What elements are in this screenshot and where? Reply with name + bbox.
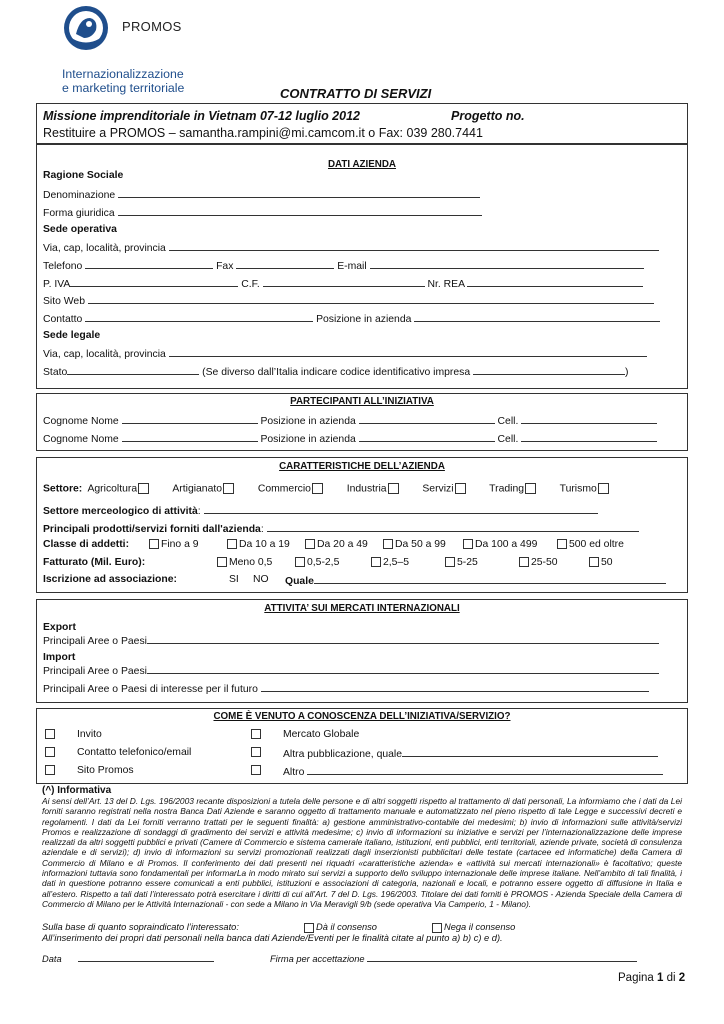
piva-field[interactable] xyxy=(70,277,238,287)
nega-consenso-checkbox[interactable] xyxy=(432,923,442,933)
sede-legale-label: Sede legale xyxy=(43,330,101,341)
export-aree-field[interactable] xyxy=(147,634,659,644)
di-label: di xyxy=(666,972,676,984)
page-number: 1 xyxy=(657,972,664,984)
settore-commercio: Commercio xyxy=(257,483,311,495)
sito-promos-checkbox[interactable] xyxy=(45,765,55,775)
data-field[interactable] xyxy=(78,952,214,962)
via-legale-field[interactable] xyxy=(169,347,647,357)
quale-label: Quale xyxy=(285,576,314,587)
prodotti-label: Principali prodotti/servizi forniti dall'azienda xyxy=(43,524,261,535)
settore-artigianato: Artigianato xyxy=(172,483,223,495)
fatturato-option-5: 25-50 xyxy=(531,557,558,568)
merceologico-label: Settore merceologico di attività xyxy=(43,506,198,517)
import-aree-field[interactable] xyxy=(147,664,659,674)
merceologico-field[interactable] xyxy=(204,504,598,514)
import-aree-label: Principali Aree o Paesi xyxy=(43,666,147,677)
addetti-label: Classe di addetti: xyxy=(43,539,130,550)
merceologico-colon: : xyxy=(197,506,201,517)
telefono-label: Telefono xyxy=(43,261,83,272)
dati-azienda-box xyxy=(36,143,688,389)
promos-logo-icon xyxy=(62,4,110,52)
addetti-checkbox-4[interactable] xyxy=(383,539,393,549)
document-title: CONTRATTO DI SERVIZI xyxy=(280,86,432,101)
fatturato-option-1: Meno 0,5 xyxy=(229,557,273,568)
addetti-option-5: Da 100 a 499 xyxy=(475,539,538,550)
cognome-label-1: Cognome Nome xyxy=(43,416,119,427)
forma-giuridica-label: Forma giuridica xyxy=(43,208,115,219)
addetti-checkbox-3[interactable] xyxy=(305,539,315,549)
fatturato-checkbox-5[interactable] xyxy=(519,557,529,567)
sito-web-field[interactable] xyxy=(88,294,654,304)
fatturato-checkbox-2[interactable] xyxy=(295,557,305,567)
prodotti-field[interactable] xyxy=(267,522,639,532)
trading-checkbox[interactable] xyxy=(525,483,536,494)
settore-label: Settore: xyxy=(43,483,83,495)
addetti-option-6: 500 ed oltre xyxy=(569,539,624,550)
addetti-option-1: Fino a 9 xyxy=(161,539,199,550)
cell-label-1: Cell. xyxy=(497,416,519,427)
iscrizione-label: Iscrizione ad associazione: xyxy=(43,574,177,585)
fatturato-checkbox-6[interactable] xyxy=(589,557,599,567)
iscrizione-no[interactable]: NO xyxy=(253,574,269,585)
contatto-checkbox[interactable] xyxy=(45,747,55,757)
pagina-label: Pagina xyxy=(618,972,654,984)
cell-field-1[interactable] xyxy=(521,414,657,424)
posizione-field-1[interactable] xyxy=(359,414,495,424)
fatturato-label: Fatturato (Mil. Euro): xyxy=(43,557,146,568)
aree-interesse-label: Principali Aree o Paesi di interesse per il futuro xyxy=(43,684,258,695)
cognome-label-2: Cognome Nome xyxy=(43,434,119,445)
sede-operativa-label: Sede operativa xyxy=(43,224,117,235)
industria-checkbox[interactable] xyxy=(388,483,399,494)
mercato-globale-checkbox[interactable] xyxy=(251,729,261,739)
altro-checkbox[interactable] xyxy=(251,765,261,775)
posizione-field[interactable] xyxy=(414,312,660,322)
conoscenza-box xyxy=(36,708,688,784)
invito-checkbox[interactable] xyxy=(45,729,55,739)
invito-label: Invito xyxy=(77,729,102,740)
addetti-option-3: Da 20 a 49 xyxy=(317,539,368,550)
altra-pubblicazione-field[interactable] xyxy=(402,747,658,757)
posizione-label-1: Posizione in azienda xyxy=(260,416,356,427)
stato-label: Stato xyxy=(43,367,68,378)
addetti-option-2: Da 10 a 19 xyxy=(239,539,290,550)
via-field[interactable] xyxy=(169,241,659,251)
turismo-checkbox[interactable] xyxy=(598,483,609,494)
forma-giuridica-field[interactable] xyxy=(118,206,482,216)
telefono-field[interactable] xyxy=(85,259,213,269)
stato-close: ) xyxy=(625,367,629,378)
cognome-field-2[interactable] xyxy=(122,432,258,442)
nrea-field[interactable] xyxy=(467,277,643,287)
stato-field[interactable] xyxy=(67,365,199,375)
addetti-checkbox-2[interactable] xyxy=(227,539,237,549)
settore-servizi: Servizi xyxy=(422,483,454,495)
cell-label-2: Cell. xyxy=(497,434,519,445)
fatturato-checkbox-4[interactable] xyxy=(445,557,455,567)
fax-field[interactable] xyxy=(236,259,334,269)
caratteristiche-title: CARATTERISTICHE DELL’AZIENDA xyxy=(279,461,445,472)
export-label: Export xyxy=(43,622,76,633)
inserimento-text: All’inserimento dei propri dati personali nella banca dati Aziende/Eventi per le finalità citate al punto a) b) c) e d). xyxy=(42,933,503,943)
cognome-field-1[interactable] xyxy=(122,414,258,424)
addetti-checkbox-6[interactable] xyxy=(557,539,567,549)
caratteristiche-box xyxy=(36,457,688,593)
addetti-checkbox-1[interactable] xyxy=(149,539,159,549)
mission-box xyxy=(36,103,688,145)
altra-pubblicazione-checkbox[interactable] xyxy=(251,747,261,757)
iscrizione-si[interactable]: SI xyxy=(229,574,239,585)
consenso-intro: Sulla base di quanto sopraindicato l’interessato: xyxy=(42,922,239,932)
attivita-title: ATTIVITA’ SUI MERCATI INTERNAZIONALI xyxy=(264,603,460,614)
informativa-text: Ai sensi dell’Art. 13 del D. Lgs. 196/2003 recante disposizioni a tutela delle persone e di altri soggetti rispetto al trattamento di dati personali, La informiamo che i dati da Lei forniti saranno registrati nella nostra Banca Dati Aziende e saranno oggetto di trattamento manuale e automatizzato nel pieno rispetto di tale Legge e successivi decreti e regolamenti. I dati da Lei forniti verranno trattati per le seguenti finalità: a) gestione amministrativo-contabile dei medesimi; b) invio di informazioni sulle attività/servizi Promos e realizzazione di sondaggi di gradimento dei servizi e attività medesime; c) invio di informazioni su iniziative e servizi per l’internazionalizzazione delle imprese realizzati da altri soggetti pubblici e privati (Camere di Commercio e sistema camerale italiano, istituzioni, enti pubblici, enti territoriali, aziende private, società di consulenza aziendale e di servizi); d) invio di informazioni su servizi promozionali realizzati dagli inserzionisti pubblicitari delle testate (cartacee ed informatiche) della Camera di Commercio di Milano e di Promos. Il conferimento dei dati presenti nei riquadri «caratteristiche azienda» e «attività sui mercati internazionali» è facoltativo; queste informazioni tuttavia sono fondamentali per informarLa in modo mirato sui servizi a supporto dello sviluppo internazionale delle imprese italiane. Nell’ambito di tali finalità, i dati in questione potranno essere comunicati a enti pubblici, istituzioni e associazioni di categoria, nazionali e locali, e potranno essere oggetto di diffusione in Italia e all’estero. Rispetto a tali dati l’interessato potrà esercitare i diritti di cui all’Art. 7 del D. Lgs. 196/2003. Titolare dei dati forniti è PROMOS - Azienda Speciale della Camera di Commercio di Milano per le Attività Internazionali - con sede a Milano in Via Meravigli 9/b (sede operativa Via Camperio, 1 - Milano). xyxy=(42,796,682,909)
fatturato-option-3: 2,5–5 xyxy=(383,557,410,568)
cell-field-2[interactable] xyxy=(521,432,657,442)
return-instructions: Restituire a PROMOS – samantha.rampini@mi.camcom.it o Fax: 039 280.7441 xyxy=(43,126,483,140)
sito-web-label: Sito Web xyxy=(43,296,85,307)
commercio-checkbox[interactable] xyxy=(312,483,323,494)
cf-field[interactable] xyxy=(263,277,425,287)
settore-industria: Industria xyxy=(346,483,387,495)
denominazione-label: Denominazione xyxy=(43,190,116,201)
partecipanti-box xyxy=(36,393,688,451)
mission-title: Missione imprenditoriale in Vietnam 07-12 luglio 2012 xyxy=(43,109,360,123)
ragione-sociale-label: Ragione Sociale xyxy=(43,170,124,181)
informativa-title: (^) Informativa xyxy=(42,785,112,796)
email-field[interactable] xyxy=(370,259,644,269)
altro-field[interactable] xyxy=(307,765,663,775)
settore-trading: Trading xyxy=(489,483,525,495)
page-indicator xyxy=(618,972,685,984)
export-aree-label: Principali Aree o Paesi xyxy=(43,636,147,647)
fatturato-option-2: 0,5-2,5 xyxy=(307,557,340,568)
nrea-label: Nr. REA xyxy=(427,279,465,290)
artigianato-checkbox[interactable] xyxy=(223,483,234,494)
posizione-label: Posizione in azienda xyxy=(316,314,412,325)
conoscenza-title: COME È VENUTO A CONOSCENZA DELL’INIZIATIVA/SERVIZIO? xyxy=(213,711,511,722)
posizione-label-2: Posizione in azienda xyxy=(260,434,356,445)
fatturato-checkbox-1[interactable] xyxy=(217,557,227,567)
cf-label: C.F. xyxy=(241,279,260,290)
stato-note: (Se diverso dall’Italia indicare codice identificativo impresa xyxy=(202,367,471,378)
agricoltura-checkbox[interactable] xyxy=(138,483,149,494)
settore-agricoltura: Agricoltura xyxy=(87,483,138,495)
addetti-option-4: Da 50 a 99 xyxy=(395,539,446,550)
codice-identificativo-field[interactable] xyxy=(473,365,625,375)
mercato-globale-label: Mercato Globale xyxy=(283,729,360,740)
addetti-checkbox-5[interactable] xyxy=(463,539,473,549)
da-consenso-checkbox[interactable] xyxy=(304,923,314,933)
posizione-field-2[interactable] xyxy=(359,432,495,442)
contatto-field[interactable] xyxy=(85,312,313,322)
fax-label: Fax xyxy=(216,261,234,272)
email-label: E-mail xyxy=(337,261,367,272)
page-total: 2 xyxy=(678,972,686,984)
firma-field[interactable] xyxy=(367,952,637,962)
altra-pubblicazione-label: Altra pubblicazione, quale xyxy=(283,749,402,760)
contatto-label: Contatto xyxy=(43,314,83,325)
fatturato-checkbox-3[interactable] xyxy=(371,557,381,567)
tagline-line-2: e marketing territoriale xyxy=(62,81,185,95)
aree-interesse-field[interactable] xyxy=(261,682,649,692)
fatturato-option-4: 5-25 xyxy=(457,557,478,568)
firma-label: Firma per accettazione xyxy=(270,954,365,964)
altro-label: Altro xyxy=(283,767,305,778)
partecipanti-title: PARTECIPANTI ALL’INIZIATIVA xyxy=(290,396,434,407)
denominazione-field[interactable] xyxy=(118,188,480,198)
settore-turismo: Turismo xyxy=(559,483,597,495)
fatturato-option-6: 50 xyxy=(601,557,613,568)
prodotti-colon: : xyxy=(260,524,264,535)
da-consenso-label: Dà il consenso xyxy=(316,922,377,932)
nega-consenso-label: Nega il consenso xyxy=(444,922,516,932)
import-label: Import xyxy=(43,652,76,663)
piva-label: P. IVA xyxy=(43,279,71,290)
sito-promos-label: Sito Promos xyxy=(77,765,134,776)
attivita-box xyxy=(36,599,688,703)
via-label: Via, cap, località, provincia xyxy=(43,243,166,254)
contatto-telefonico-label: Contatto telefonico/email xyxy=(77,747,192,758)
logo-name: PROMOS xyxy=(122,19,182,34)
progetto-label: Progetto no. xyxy=(451,109,525,123)
servizi-checkbox[interactable] xyxy=(455,483,466,494)
promos-logo xyxy=(62,4,110,52)
via-legale-label: Via, cap, località, provincia xyxy=(43,349,166,360)
dati-azienda-title: DATI AZIENDA xyxy=(327,159,397,170)
data-label: Data xyxy=(42,954,62,964)
tagline-line-1: Internazionalizzazione xyxy=(62,67,184,81)
quale-field[interactable] xyxy=(314,574,666,584)
